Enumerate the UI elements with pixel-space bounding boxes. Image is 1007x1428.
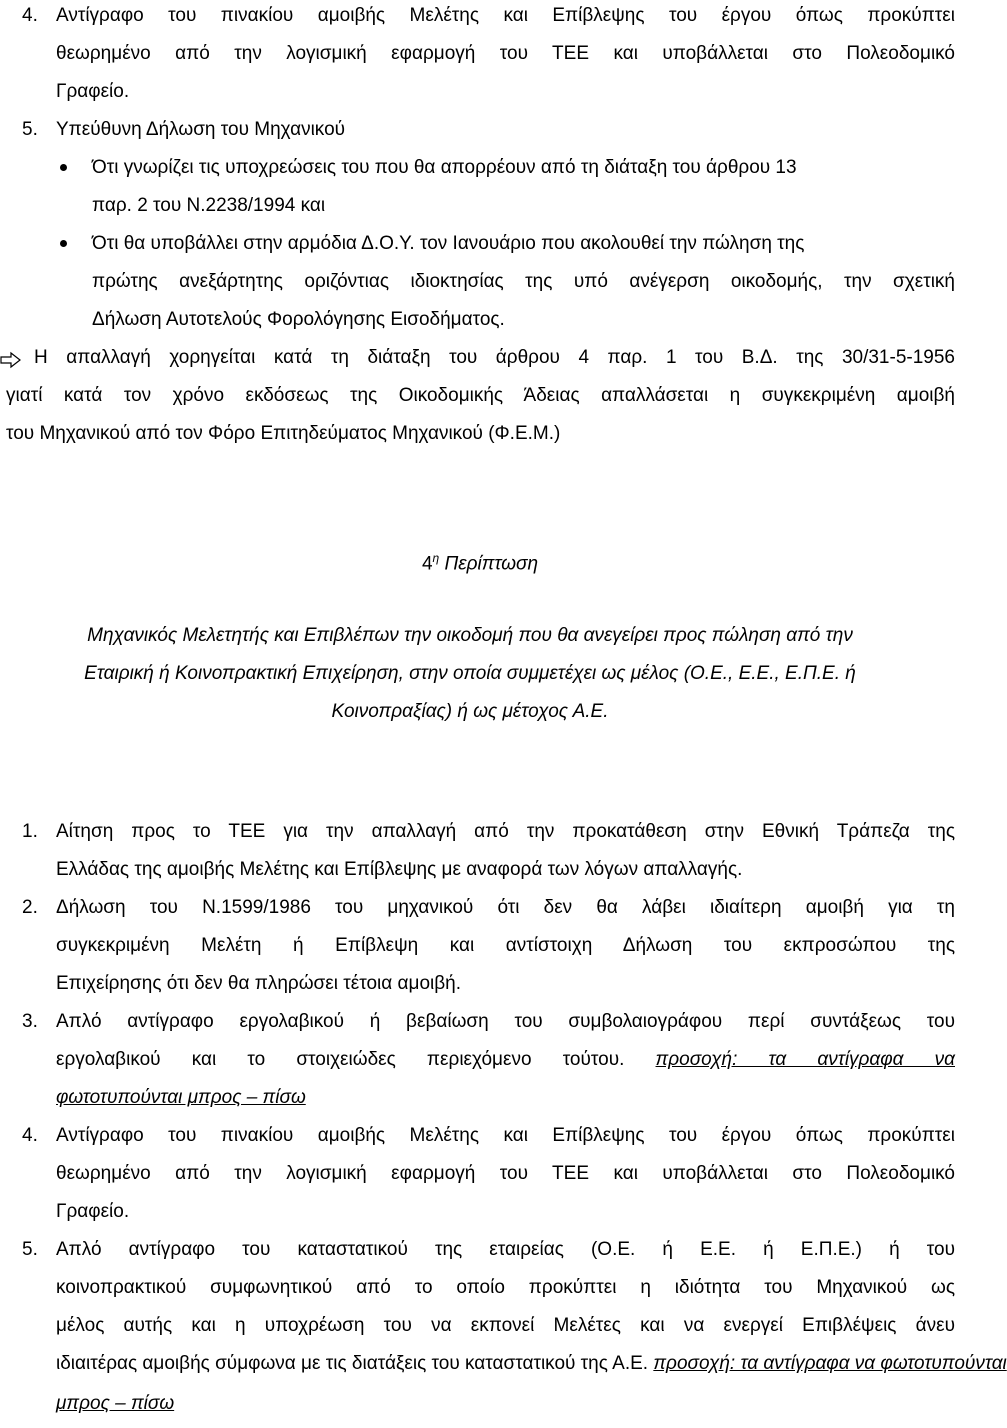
case-description-line-1: Μηχανικός Μελετητής και Επιβλέπων την οικοδομή που θα ανεγείρει προς πώληση από την xyxy=(87,625,853,646)
item-4-number: 4. xyxy=(22,5,38,26)
list-item-3-text: εργολαβικού και το στοιχειώδες περιεχόμενο τούτου. xyxy=(56,1049,625,1070)
list-item-2-number: 2. xyxy=(22,897,38,918)
case-superscript: η xyxy=(432,551,440,565)
list-item-5-text: ιδιαιτέρας αμοιβής σύμφωνα με τις διατάξεις του καταστατικού της Α.Ε. xyxy=(56,1353,649,1374)
case-description-line-2: Εταιρική ή Κοινοπρακτική Επιχείρηση, στην οποία συμμετέχει ως μέλος (Ο.Ε., Ε.Ε., Ε.Π.Ε. ή xyxy=(84,663,856,684)
bullet-dot-1 xyxy=(60,164,67,171)
list-item-2-line-2: συγκεκριμένη Μελέτη ή Επίβλεψη και αντίστοιχη Δήλωση του εκπροσώπου της xyxy=(56,935,955,956)
list-item-3-line-2 xyxy=(56,1048,955,1072)
item-4-line-1: Αντίγραφο του πινακίου αμοιβής Μελέτης και Επίβλεψης του έργου όπως προκύπτει xyxy=(56,5,955,26)
case-number: 4 xyxy=(421,553,433,575)
note-line-2: γιατί κατά τον χρόνο εκδόσεως της Οικοδομικής Άδειας απαλλάσεται η συγκεκριμένη αμοιβή xyxy=(6,385,955,406)
list-item-5-line-3: μέλος αυτής και η υποχρέωση του να εκπονεί Μελέτες και να ενεργεί Επιβλέψεις άνευ xyxy=(56,1315,955,1336)
list-item-5-number: 5. xyxy=(22,1239,38,1260)
list-item-3-line-1: Απλό αντίγραφο εργολαβικού ή βεβαίωση του συμβολαιογράφου περί συντάξεως του xyxy=(56,1011,955,1032)
list-item-5-line-4 xyxy=(56,1352,1007,1376)
item-4-line-2: θεωρημένο από την λογισμική εφαρμογή του ΤΕΕ και υποβάλλεται στο Πολεοδομικό xyxy=(56,43,955,64)
arrow-right-icon xyxy=(0,352,22,368)
list-item-3-note: προσοχή: τα αντίγραφα να xyxy=(655,1049,955,1070)
item-5-line-1: Υπεύθυνη Δήλωση του Μηχανικού xyxy=(56,119,346,140)
note-line-1: Η απαλλαγή χορηγείται κατά τη διάταξη του άρθρου 4 παρ. 1 του Β.Δ. της 30/31-5-1956 xyxy=(34,347,955,368)
case-description-line-3: Κοινοπραξίας) ή ως μέτοχος Α.Ε. xyxy=(331,701,609,722)
list-item-5-note: προσοχή: τα αντίγραφα να φωτοτυπούνται xyxy=(653,1353,1007,1374)
list-item-3-number: 3. xyxy=(22,1011,38,1032)
list-item-3-note-cont: φωτοτυπούνται μπρος – πίσω xyxy=(56,1087,306,1108)
case-label: Περίπτωση xyxy=(444,553,539,575)
list-item-1-line-1: Αίτηση προς το ΤΕΕ για την απαλλαγή από την προκατάθεση στην Εθνική Τράπεζα της xyxy=(56,821,955,842)
list-item-5-line-1: Απλό αντίγραφο του καταστατικού της εταιρείας (Ο.Ε. ή Ε.Ε. ή Ε.Π.Ε.) ή του xyxy=(56,1239,955,1260)
bullet-dot-2 xyxy=(60,240,67,247)
list-item-5-line-2: κοινοπρακτικού συμφωνητικού από το οποίο προκύπτει η ιδιότητα του Μηχανικού ως xyxy=(56,1277,955,1298)
list-item-1-number: 1. xyxy=(22,821,38,842)
list-item-2-line-1: Δήλωση του Ν.1599/1986 του μηχανικού ότι δεν θα λάβει ιδιαίτερη αμοιβή για τη xyxy=(56,897,955,918)
list-item-4-line-1: Αντίγραφο του πινακίου αμοιβής Μελέτης και Επίβλεψης του έργου όπως προκύπτει xyxy=(56,1125,955,1146)
note-line-3: του Μηχανικού από τον Φόρο Επιτηδεύματος Μηχανικού (Φ.Ε.Μ.) xyxy=(6,423,561,444)
list-item-2-line-3: Επιχείρησης ότι δεν θα πληρώσει τέτοια αμοιβή. xyxy=(56,973,462,994)
bullet-2-line-2: πρώτης ανεξάρτητης οριζόντιας ιδιοκτησίας της υπό ανέγερση οικοδομής, την σχετική xyxy=(92,271,955,292)
bullet-1-line-2: παρ. 2 του Ν.2238/1994 και xyxy=(92,195,326,216)
item-5-number: 5. xyxy=(22,119,38,140)
list-item-1-line-2: Ελλάδας της αμοιβής Μελέτης και Επίβλεψης με αναφορά των λόγων απαλλαγής. xyxy=(56,859,743,880)
list-item-4-line-3: Γραφείο. xyxy=(56,1201,130,1222)
bullet-1-line-1: Ότι γνωρίζει τις υποχρεώσεις του που θα απορρέουν από τη διάταξη του άρθρου 13 xyxy=(92,157,797,178)
list-item-5-note-cont: μπρος – πίσω xyxy=(56,1393,175,1414)
bullet-2-line-3: Δήλωση Αυτοτελούς Φορολόγησης Εισοδήματος. xyxy=(92,309,505,330)
list-item-4-line-2: θεωρημένο από την λογισμική εφαρμογή του ΤΕΕ και υποβάλλεται στο Πολεοδομικό xyxy=(56,1163,955,1184)
case-heading xyxy=(0,546,960,576)
list-item-4-number: 4. xyxy=(22,1125,38,1146)
bullet-2-line-1: Ότι θα υποβάλλει στην αρμόδια Δ.Ο.Υ. τον Ιανουάριο που ακολουθεί την πώληση της xyxy=(92,233,805,254)
item-4-line-3: Γραφείο. xyxy=(56,81,130,102)
